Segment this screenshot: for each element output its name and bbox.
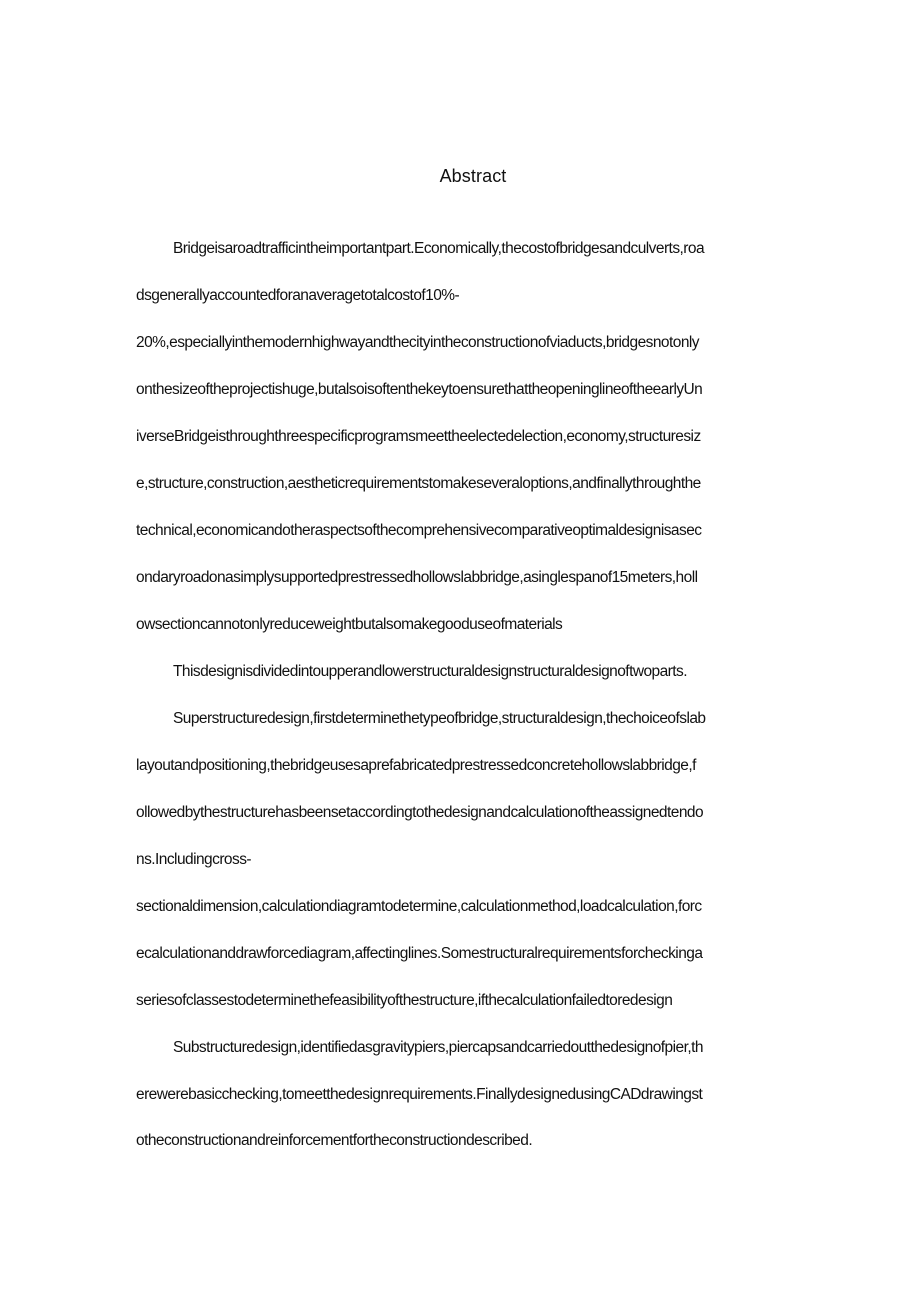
text-line: 20%,especiallyinthemodernhighwayandthecityintheconstructionofviaducts,bridgesnotonly <box>136 334 699 351</box>
text-line: seriesofclassestodeterminethefeasibilityofthestructure,ifthecalculationfailedtoredesign <box>136 992 673 1009</box>
text-line: ecalculationanddrawforcediagram,affectinglines.Somestructuralrequirementsforcheckinga <box>136 945 703 962</box>
text-line: onthesizeoftheprojectishuge,butalsoisoftenthekeytoensurethattheopeninglineoftheearlyUn <box>136 381 703 398</box>
text-line-paragraph-3: Superstructuredesign,firstdeterminethetypeofbridge,structuraldesign,thechoiceofslab <box>173 710 706 727</box>
text-line: e,structure,construction,aestheticrequirementstomakeseveraloptions,andfinallythroughthe <box>136 475 701 492</box>
text-line: erewerebasicchecking,tomeetthedesignrequirements.FinallydesignedusingCADdrawingst <box>136 1086 703 1103</box>
text-line: layoutandpositioning,thebridgeusesaprefabricatedprestressedconcretehollowslabbridge,f <box>136 757 696 774</box>
text-line: technical,economicandotheraspectsofthecomprehensivecomparativeoptimaldesignisasec <box>136 522 702 539</box>
text-line: ns.Includingcross- <box>136 851 252 868</box>
text-line: dsgenerallyaccountedforanaveragetotalcostof10%- <box>136 287 460 304</box>
page-title: Abstract <box>439 166 507 186</box>
text-line: otheconstructionandreinforcementfortheconstructiondescribed. <box>136 1132 533 1149</box>
text-line-paragraph-4: Substructuredesign,identifiedasgravitypiers,piercapsandcarriedoutthedesignofpier,th <box>173 1039 703 1056</box>
text-line: ondaryroadonasimplysupportedprestressedhollowslabbridge,asinglespanof15meters,holl <box>136 569 698 586</box>
text-line-paragraph-2: Thisdesignisdividedintoupperandlowerstructuraldesignstructuraldesignoftwoparts. <box>173 663 687 680</box>
text-line-paragraph-1: Bridgeisaroadtrafficintheimportantpart.Economically,thecostofbridgesandculverts,roa <box>173 240 705 257</box>
text-line: iverseBridgeisthroughthreespecificprogramsmeettheelectedelection,economy,structuresiz <box>136 428 701 445</box>
text-line: owsectioncannotonlyreduceweightbutalsomakegooduseofmaterials <box>136 616 563 633</box>
text-line: ollowedbythestructurehasbeensetaccordingtothedesignandcalculationoftheassignedtendo <box>136 804 704 821</box>
text-line: sectionaldimension,calculationdiagramtodetermine,calculationmethod,loadcalculation,forc <box>136 898 702 915</box>
